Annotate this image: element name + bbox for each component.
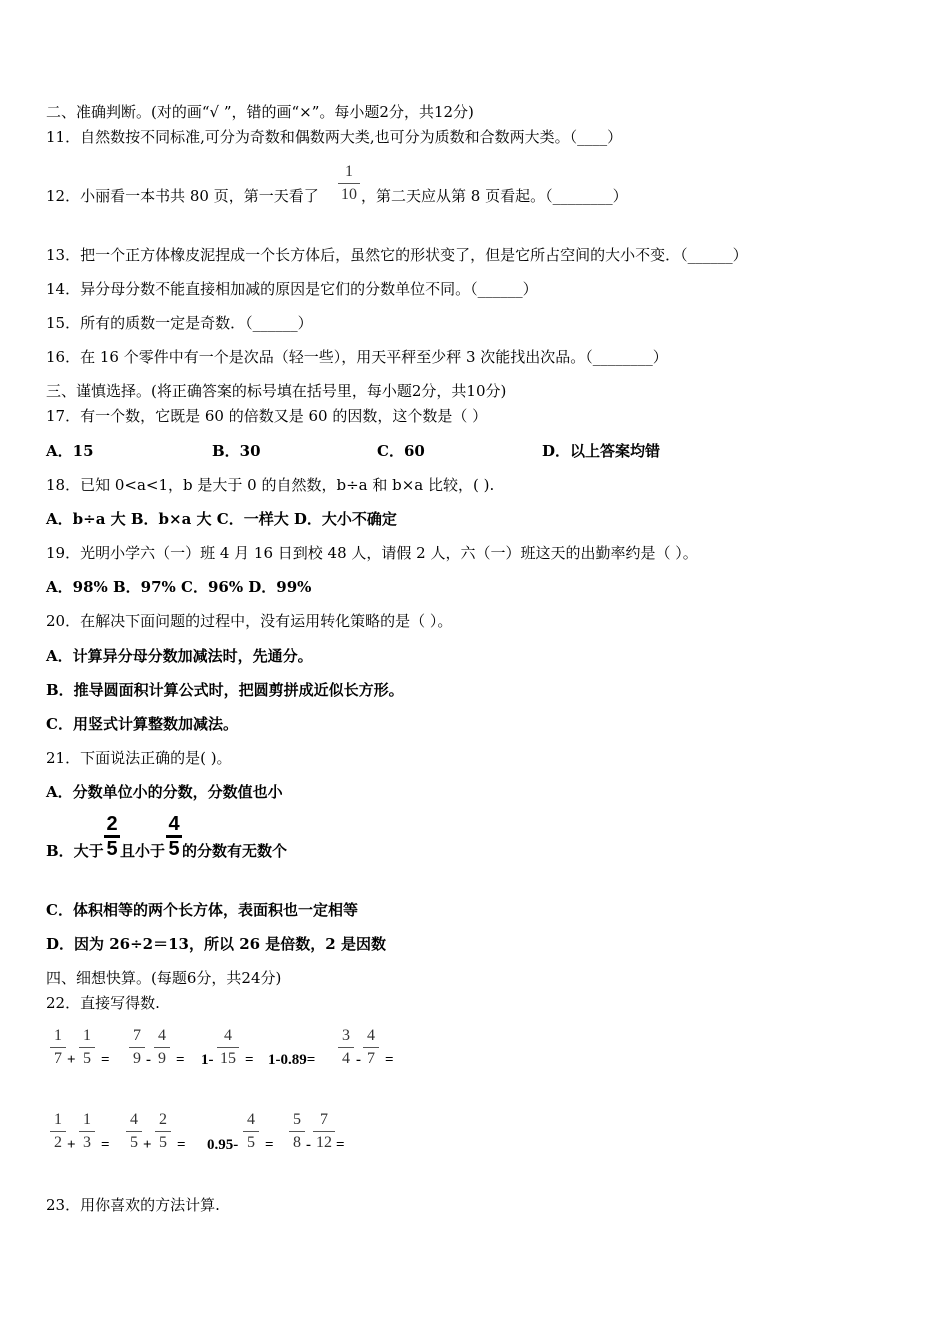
fraction-denominator: 5 <box>168 838 180 860</box>
question-21-fraction-2 <box>166 814 182 859</box>
question-22: 22．直接写得数. <box>46 994 160 1012</box>
minus-operator: - <box>306 1137 311 1153</box>
fraction-bar <box>243 1131 259 1132</box>
question-21-option-a: A．分数单位小的分数，分数值也小 <box>46 783 283 801</box>
fraction-bar <box>217 1047 239 1048</box>
question-23: 23．用你喜欢的方法计算. <box>46 1196 220 1214</box>
equals-sign: = <box>245 1052 254 1068</box>
fraction-bar <box>338 1047 354 1048</box>
fraction-denominator: 5 <box>83 1050 91 1067</box>
question-14: 14．异分母分数不能直接相加减的原因是它们的分数单位不同。（______） <box>46 280 538 298</box>
fraction-numerator: 7 <box>320 1111 328 1128</box>
calc-row1-fraction-7 <box>363 1026 379 1069</box>
question-16: 16．在 16 个零件中有一个是次品（轻一些），用天平秤至少秤 3 次能找出次品。（________） <box>46 348 668 366</box>
fraction-bar <box>50 1131 66 1132</box>
question-21-option-d: D．因为 26÷2＝13，所以 26 是倍数，2 是因数 <box>46 935 386 953</box>
fraction-denominator: 3 <box>83 1134 91 1151</box>
calc-row2-prefix: 0.95- <box>207 1137 239 1153</box>
fraction-bar <box>79 1131 95 1132</box>
fraction-denominator: 4 <box>342 1050 350 1067</box>
fraction-bar <box>126 1131 142 1132</box>
fraction-bar <box>154 1047 170 1048</box>
fraction-bar <box>338 183 360 184</box>
fraction-numerator: 4 <box>158 1027 166 1044</box>
equals-sign: = <box>265 1137 274 1153</box>
question-12-text-b: ，第二天应从第 8 页看起。（________） <box>361 187 628 205</box>
fraction-denominator: 9 <box>158 1050 166 1067</box>
fraction-numerator: 7 <box>133 1027 141 1044</box>
calc-row2-fraction-6 <box>289 1110 305 1153</box>
fraction-bar <box>363 1047 379 1048</box>
fraction-numerator: 3 <box>342 1027 350 1044</box>
fraction-bar <box>50 1047 66 1048</box>
minus-operator: - <box>146 1052 151 1068</box>
equals-sign: = <box>385 1052 394 1068</box>
fraction-denominator: 7 <box>367 1050 375 1067</box>
fraction-numerator: 4 <box>367 1027 375 1044</box>
question-17-option-a: A．15 <box>46 442 94 460</box>
fraction-numerator: 1 <box>54 1111 62 1128</box>
fraction-numerator: 4 <box>224 1027 232 1044</box>
question-21-option-b-text-3: 的分数有无数个 <box>182 842 288 860</box>
fraction-numerator: 4 <box>168 813 180 835</box>
fraction-numerator: 1 <box>83 1027 91 1044</box>
question-18-options: A．b÷a 大 B．b×a 大 C．一样大 D．大小不确定 <box>46 510 397 528</box>
fraction-denominator: 7 <box>54 1050 62 1067</box>
section-3-title: 三、谨慎选择。(将正确答案的标号填在括号里，每小题2分，共10分) <box>46 382 507 400</box>
fraction-denominator: 5 <box>159 1134 167 1151</box>
equals-sign: = <box>336 1137 345 1153</box>
fraction-numerator: 1 <box>83 1111 91 1128</box>
calc-row2-fraction-1 <box>50 1110 66 1153</box>
fraction-bar <box>129 1047 145 1048</box>
equals-sign: = <box>101 1137 110 1153</box>
calc-row1-fraction-3 <box>129 1026 145 1069</box>
fraction-denominator: 15 <box>220 1050 236 1067</box>
question-20-option-c: C．用竖式计算整数加减法。 <box>46 715 238 733</box>
fraction-numerator: 4 <box>247 1111 255 1128</box>
calc-row2-fraction-7 <box>313 1110 335 1153</box>
fraction-denominator: 9 <box>133 1050 141 1067</box>
calc-row1-prefix: 1- <box>201 1052 214 1068</box>
question-17-option-d: D．以上答案均错 <box>542 442 661 460</box>
calc-row2-fraction-5 <box>243 1110 259 1153</box>
calc-row1-fraction-1 <box>50 1026 66 1069</box>
section-2-title: 二、准确判断。(对的画“√ ”，错的画“×”。每小题2分，共12分) <box>46 103 474 121</box>
question-19: 19．光明小学六（一）班 4 月 16 日到校 48 人，请假 2 人，六（一）班这天的出勤率约是（ ）。 <box>46 544 698 562</box>
calc-row1-decimal-expression: 1-0.89= <box>268 1052 316 1068</box>
fraction-denominator: 8 <box>293 1134 301 1151</box>
question-21: 21．下面说法正确的是( )。 <box>46 749 232 767</box>
equals-sign: = <box>176 1052 185 1068</box>
question-12-text-a: 12．小丽看一本书共 80 页，第一天看了 <box>46 187 319 205</box>
calc-row1-fraction-5 <box>217 1026 239 1069</box>
question-21-fraction-1 <box>104 814 120 859</box>
plus-operator: + <box>143 1137 152 1153</box>
fraction-denominator: 2 <box>54 1134 62 1151</box>
question-20: 20．在解决下面问题的过程中，没有运用转化策略的是（ ）。 <box>46 612 453 630</box>
fraction-denominator: 12 <box>316 1134 332 1151</box>
fraction-numerator: 1 <box>345 163 353 180</box>
fraction-denominator: 5 <box>247 1134 255 1151</box>
section-4-title: 四、细想快算。(每题6分，共24分) <box>46 969 282 987</box>
question-17-option-b: B．30 <box>212 442 261 460</box>
question-21-option-b-text-1: B．大于 <box>46 842 104 860</box>
fraction-denominator: 5 <box>106 838 118 860</box>
question-11: 11．自然数按不同标准,可分为奇数和偶数两大类,也可分为质数和合数两大类。（____） <box>46 128 623 146</box>
fraction-denominator: 5 <box>130 1134 138 1151</box>
minus-operator: - <box>356 1052 361 1068</box>
fraction-denominator: 10 <box>341 186 357 203</box>
fraction-bar <box>79 1047 95 1048</box>
fraction-bar <box>289 1131 305 1132</box>
question-21-option-c: C．体积相等的两个长方体，表面积也一定相等 <box>46 901 358 919</box>
question-21-option-b-text-2: 且小于 <box>120 842 166 860</box>
calc-row2-fraction-2 <box>79 1110 95 1153</box>
equals-sign: = <box>101 1052 110 1068</box>
calc-row1-fraction-4 <box>154 1026 170 1069</box>
calc-row2-fraction-3 <box>126 1110 142 1153</box>
question-19-options: A．98% B．97% C．96% D．99% <box>46 578 312 596</box>
question-13: 13．把一个正方体橡皮泥捏成一个长方体后，虽然它的形状变了，但是它所占空间的大小不变．（______） <box>46 246 748 264</box>
question-12-fraction <box>338 162 360 205</box>
question-17: 17．有一个数，它既是 60 的倍数又是 60 的因数，这个数是（ ） <box>46 407 488 425</box>
fraction-bar <box>155 1131 171 1132</box>
equals-sign: = <box>177 1137 186 1153</box>
fraction-numerator: 2 <box>159 1111 167 1128</box>
calc-row1-fraction-2 <box>79 1026 95 1069</box>
question-15: 15．所有的质数一定是奇数．（______） <box>46 314 313 332</box>
fraction-numerator: 2 <box>106 813 118 835</box>
question-20-option-a: A．计算异分母分数加减法时，先通分。 <box>46 647 313 665</box>
fraction-numerator: 5 <box>293 1111 301 1128</box>
fraction-numerator: 1 <box>54 1027 62 1044</box>
question-20-option-b: B．推导圆面积计算公式时，把圆剪拼成近似长方形。 <box>46 681 404 699</box>
question-18: 18．已知 0<a<1，b 是大于 0 的自然数，b÷a 和 b×a 比较，( ). <box>46 476 495 494</box>
calc-row2-fraction-4 <box>155 1110 171 1153</box>
fraction-bar <box>313 1131 335 1132</box>
plus-operator: + <box>67 1137 76 1153</box>
fraction-numerator: 4 <box>130 1111 138 1128</box>
question-17-option-c: C．60 <box>377 442 425 460</box>
calc-row1-fraction-6 <box>338 1026 354 1069</box>
plus-operator: + <box>67 1052 76 1068</box>
question-12 <box>46 186 319 206</box>
